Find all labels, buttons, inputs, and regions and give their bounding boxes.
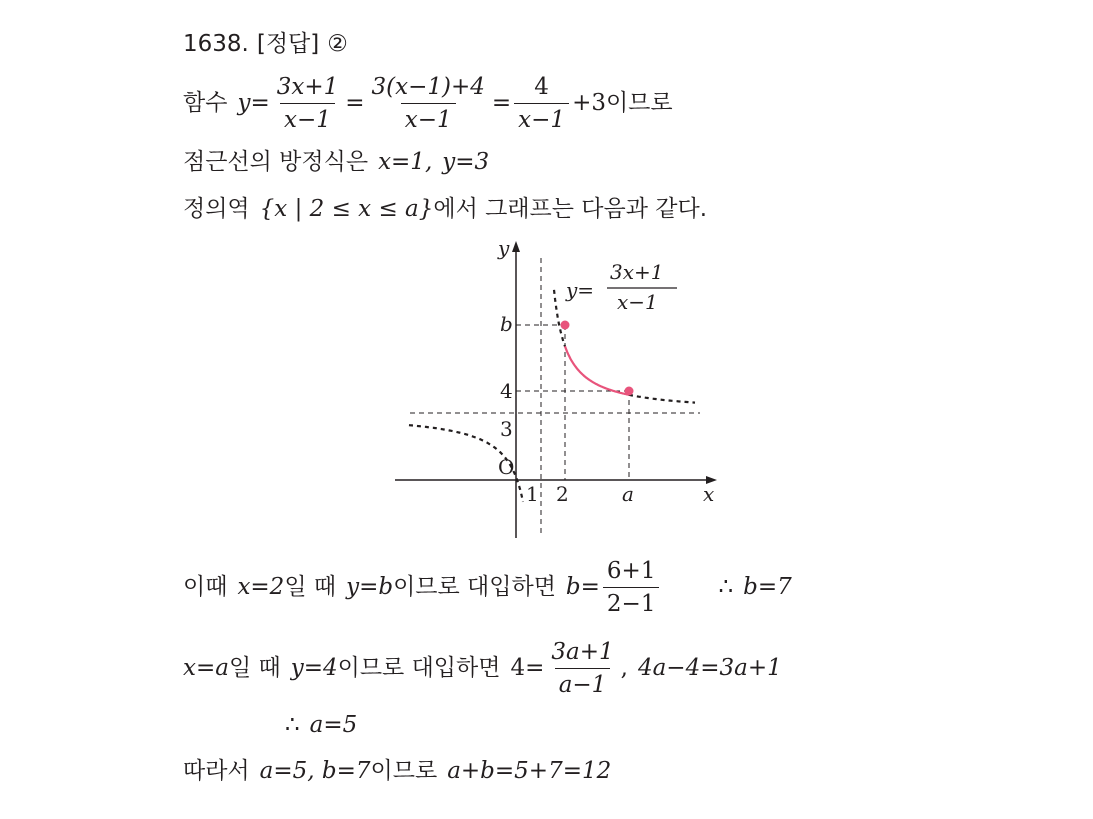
tick-label-a: a <box>622 482 634 506</box>
y-equals-b: y=b <box>346 574 394 600</box>
x-equals-2: x=2 <box>237 574 285 600</box>
fraction-3 <box>514 73 569 134</box>
final-answer-line <box>183 756 611 786</box>
tick-label-4: 4 <box>500 379 513 403</box>
fraction-b-denominator: 2−1 <box>603 587 660 618</box>
four-equals: 4= <box>510 655 545 681</box>
asymptote-x: x=1, <box>378 149 433 175</box>
word-function: 함수 <box>183 90 228 116</box>
fraction-1-denominator: x−1 <box>280 103 335 134</box>
domain-label: 정의역 <box>183 196 250 222</box>
y-axis-label: y <box>498 236 510 260</box>
equals-sign: = <box>345 90 365 116</box>
substitution-b-line <box>183 556 792 618</box>
fraction-3-denominator: x−1 <box>514 103 569 134</box>
curve-label-denominator: x−1 <box>617 290 658 314</box>
text-substitute: 이므로 대입하면 <box>337 655 501 681</box>
domain-line <box>183 194 707 224</box>
asymptote-line <box>183 147 489 177</box>
a-result: a=5 <box>309 712 358 738</box>
y-variable: y <box>237 90 251 116</box>
fraction-a-numerator: 3a+1 <box>551 638 614 665</box>
therefore-symbol: ∴ <box>285 712 300 738</box>
text-therefore: 따라서 <box>183 758 250 784</box>
text-il-ttae: 일 때 <box>284 574 337 600</box>
a-result-line <box>285 710 357 740</box>
plus-three: +3 <box>572 90 606 116</box>
text-il-ttae: 일 때 <box>228 655 281 681</box>
comma: , <box>620 655 628 681</box>
point-a-4 <box>625 387 634 396</box>
y-equals-4: y=4 <box>290 655 338 681</box>
therefore-symbol: ∴ <box>718 574 734 600</box>
fraction-3-numerator: 4 <box>534 73 549 100</box>
curve-label-numerator: 3x+1 <box>610 260 664 284</box>
asymptote-text: 점근선의 방정식은 <box>183 149 369 175</box>
x-axis-label: x <box>703 482 715 506</box>
values-a-b: a=5, b=7 <box>259 758 371 784</box>
point-2-b <box>561 321 570 330</box>
b-equals: b= <box>565 574 600 600</box>
origin-label: O <box>498 455 515 479</box>
tick-label-3: 3 <box>500 417 513 441</box>
asymptote-y: y=3 <box>442 149 490 175</box>
fraction-2-numerator: 3(x−1)+4 <box>371 73 485 100</box>
b-result: b=7 <box>743 574 792 600</box>
tick-label-b: b <box>500 312 513 336</box>
upper-branch-dashed-right <box>629 395 695 403</box>
fraction-a <box>547 638 617 699</box>
upper-branch-dashed-left <box>554 290 565 346</box>
problem-number: 1638. <box>183 31 249 57</box>
text-substitute: 이므로 대입하면 <box>393 574 556 600</box>
answer-value: ② <box>327 31 348 57</box>
text-imeuro: 이므로 <box>370 758 438 784</box>
fraction-a-denominator: a−1 <box>555 668 611 699</box>
fraction-b-numerator: 6+1 <box>606 557 656 584</box>
tick-label-2: 2 <box>556 482 569 506</box>
fraction-b <box>603 557 660 618</box>
hyperbola-graph <box>395 233 725 543</box>
answer-tag: [정답] <box>256 31 320 57</box>
tick-label-1: 1 <box>526 482 539 506</box>
substitution-a-line <box>183 637 782 699</box>
highlighted-curve-segment <box>565 346 629 395</box>
text-when: 이때 <box>183 574 228 600</box>
fraction-2 <box>368 73 489 134</box>
suffix-text: 이므로 <box>605 90 673 116</box>
domain-set: {x | 2 ≤ x ≤ a} <box>259 196 434 222</box>
fraction-1 <box>273 73 343 134</box>
solution-header <box>183 29 348 59</box>
equals-sign: = <box>250 90 270 116</box>
linear-equation: 4a−4=3a+1 <box>637 655 782 681</box>
sum-result: a+b=5+7=12 <box>447 758 612 784</box>
fraction-1-numerator: 3x+1 <box>276 73 339 100</box>
x-equals-a: x=a <box>183 655 229 681</box>
y-axis-arrow <box>512 241 520 252</box>
domain-rest-text: 에서 그래프는 다음과 같다. <box>433 196 708 222</box>
function-line <box>183 72 673 134</box>
equals-sign: = <box>491 90 512 116</box>
fraction-2-denominator: x−1 <box>401 103 456 134</box>
curve-label-y: y= <box>566 278 595 302</box>
